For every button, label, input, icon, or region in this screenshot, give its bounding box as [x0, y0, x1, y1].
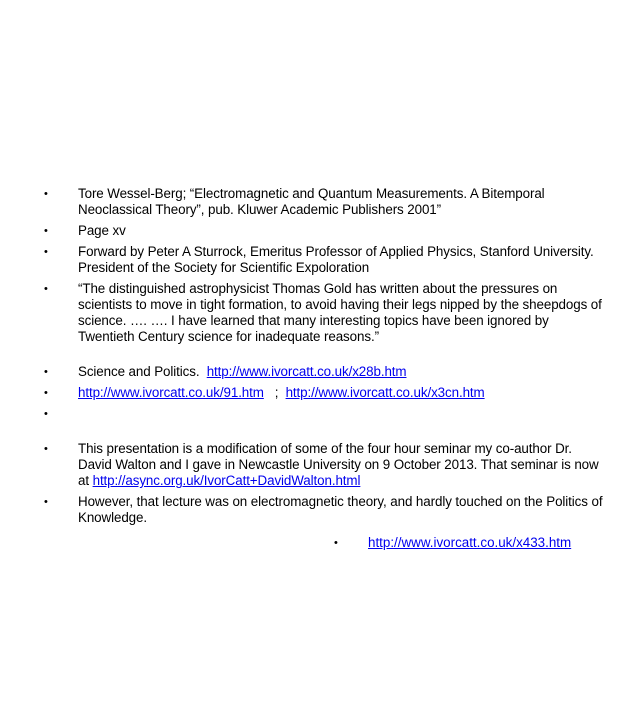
lecture-note-text: However, that lecture was on electromagnetic theory, and hardly touched on the Politics of Knowledge.	[78, 494, 603, 525]
footer-bullet	[334, 535, 571, 551]
bullet-presentation-note	[44, 441, 604, 489]
bullet-page-reference	[44, 223, 604, 239]
bullet-quote	[44, 281, 604, 345]
x28b-link[interactable]: http://www.ivorcatt.co.uk/x28b.htm	[206, 364, 407, 379]
book-citation-text: Tore Wessel-Berg; “Electromagnetic and Quantum Measurements. A Bitemporal Neoclassical Theory”, pub. Kluwer Academic Publishers 2001”	[78, 186, 545, 217]
bullet-links-pair	[44, 385, 604, 401]
page-reference-text: Page xv	[78, 223, 126, 238]
bullet-science-politics	[44, 364, 604, 380]
link-x3cn[interactable]: http://www.ivorcatt.co.uk/x3cn.htm	[285, 385, 485, 400]
bullet-list	[44, 186, 604, 531]
science-politics-label: Science and Politics.	[78, 364, 207, 379]
seminar-link[interactable]: http://async.org.uk/IvorCatt+DavidWalton.html	[92, 473, 361, 488]
presentation-note-text: This presentation is a modification of some of the four hour seminar my co-author Dr. David Walton and I gave in Newcastle University on 9 October 2013. That seminar is now at	[78, 441, 599, 488]
bullet-foreword-author	[44, 244, 604, 276]
link-91[interactable]: http://www.ivorcatt.co.uk/91.htm	[78, 385, 264, 400]
quote-text: “The distinguished astrophysicist Thomas Gold has written about the pressures on scientists to move in tight formation, to avoid having their legs nipped by the sheepdogs of science. …. …. I have learned that many interesting topics have been ignored by Twentieth Century science for inadequate reasons.”	[78, 281, 602, 344]
bullet-empty	[44, 406, 604, 422]
x433-link[interactable]: http://www.ivorcatt.co.uk/x433.htm	[368, 535, 572, 550]
link-separator: ;	[263, 385, 286, 400]
bullet-lecture-note	[44, 494, 604, 526]
foreword-author-text: Forward by Peter A Sturrock, Emeritus Professor of Applied Physics, Stanford University. President of the Society for Scientific Expoloration	[78, 244, 594, 275]
bullet-book-citation	[44, 186, 604, 218]
